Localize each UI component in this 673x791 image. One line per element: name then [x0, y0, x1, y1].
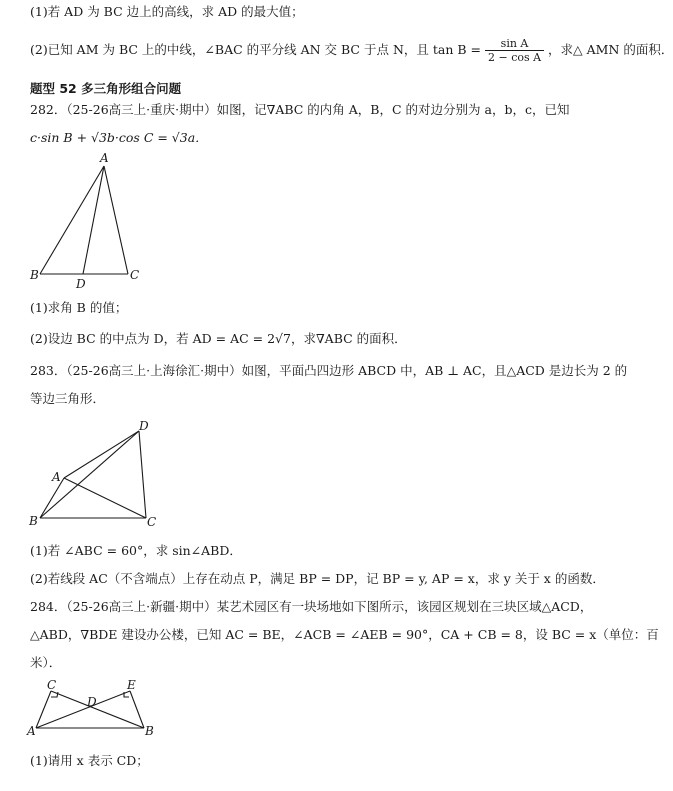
segment-cb: [51, 691, 144, 728]
label-b: B: [29, 514, 38, 528]
label-b: B: [30, 268, 39, 282]
q282-part1: (1)求角 B 的值；: [30, 300, 128, 315]
q283-part1: (1)若 ∠ABC = 60°，求 sin∠ABD．: [30, 543, 242, 558]
label-e: E: [127, 678, 136, 692]
label-d: D: [87, 695, 97, 709]
label-a: A: [100, 151, 109, 165]
q284-line2: △ABD，∇BDE 建设办公楼，已知 AC = BE，∠ACB = ∠AEB = 90°，CA + CB = 8，设 BC = x（单位：百: [30, 627, 659, 642]
label-a: A: [52, 470, 61, 484]
label-d: D: [76, 277, 86, 291]
q283-line2: 等边三角形．: [30, 391, 106, 406]
segment-ae: [36, 691, 130, 728]
label-c: C: [147, 515, 157, 529]
label-a: A: [27, 724, 36, 738]
q281-part2-text: (2)已知 AM 为 BC 上的中线，∠BAC 的平分线 AN 交 BC 于点 N，且 tan B =: [30, 42, 481, 57]
label-c: C: [47, 678, 57, 692]
q281-part2-tail: ，求△ AMN 的面积．: [548, 42, 673, 57]
q284-part1: (1)请用 x 表示 CD；: [30, 753, 149, 768]
q281-part1: (1)若 AD 为 BC 边上的高线，求 AD 的最大值；: [30, 4, 304, 19]
label-c: C: [130, 268, 140, 282]
section-title: 题型 52 多三角形组合问题: [30, 81, 182, 96]
fraction-numerator: sin A: [485, 37, 544, 51]
q282-line2: c·sin B + √3b·cos C = √3a．: [30, 130, 208, 145]
q283-part2: (2)若线段 AC（不含端点）上存在动点 P，满足 BP = DP，记 BP = y, AP = x，求 y 关于 x 的函数．: [30, 571, 605, 586]
q282-line1: 282．（25-26高三上·重庆·期中）如图，记∇ABC 的内角 A，B，C 的对边分别为 a，b，c，已知: [30, 102, 570, 117]
label-d: D: [139, 419, 149, 433]
q282-part2: (2)设边 BC 的中点为 D，若 AD = AC = 2√7，求∇ABC 的面积．: [30, 331, 407, 346]
fraction-denominator: 2 − cos A: [487, 51, 542, 64]
q284-line1: 284．（25-26高三上·新疆·期中）某艺术园区有一块场地如下图所示，该园区规划在三块区域△ACD，: [30, 599, 593, 614]
q284-line3: 米）．: [30, 655, 62, 670]
label-b: B: [145, 724, 154, 738]
q283-line1: 283．（25-26高三上·上海徐汇·期中）如图，平面凸四边形 ABCD 中，AB ⊥ AC，且△ACD 是边长为 2 的: [30, 363, 628, 378]
segment-eb: [130, 691, 144, 728]
